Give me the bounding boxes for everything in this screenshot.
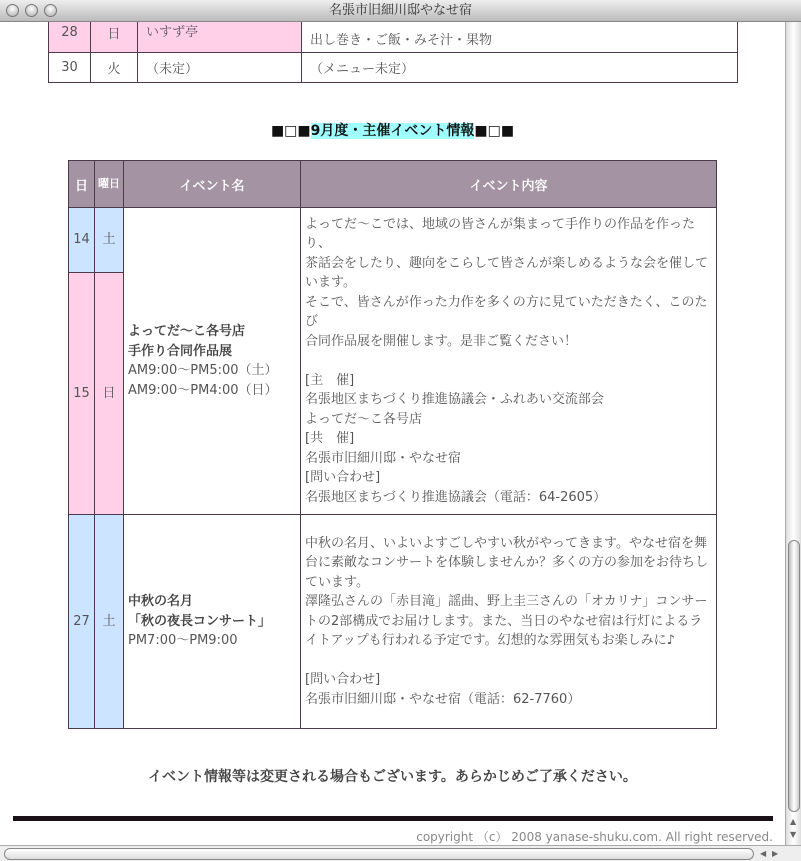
scroll-left-arrow-icon[interactable]: ◀ bbox=[760, 849, 767, 858]
copyright: copyright （c） 2008 yanase-shuku.com. All right reserved. bbox=[416, 830, 773, 844]
content-line: よってだ〜こでは、地域の皆さんが集まって手作りの作品を作ったり、 bbox=[305, 216, 696, 252]
horizontal-scroll-thumb[interactable] bbox=[4, 848, 754, 860]
content-line: [主 催] bbox=[305, 372, 355, 388]
scroll-down-arrow-icon[interactable]: ▼ bbox=[790, 830, 797, 839]
table-row bbox=[69, 208, 717, 273]
name-cell: （未定） bbox=[138, 53, 302, 83]
content-line: [共 催] bbox=[305, 431, 355, 447]
event-time: PM7:00〜PM9:00 bbox=[128, 633, 238, 649]
event-time: AM9:00〜PM4:00（日） bbox=[128, 382, 278, 398]
event-content-cell bbox=[301, 208, 717, 515]
weekday-cell: 火 bbox=[91, 53, 138, 83]
content-line: [問い合わせ] bbox=[305, 470, 381, 486]
header-weekday: 曜日 bbox=[95, 161, 124, 208]
content-line: 中秋の名月、いよいよすごしやすい秋がやってきます。やなせ宿を舞台に素敵なコンサートを体験しませんか？多くの方の参加をお待ちしています。 bbox=[305, 535, 709, 590]
header-row bbox=[69, 161, 717, 208]
event-time: AM9:00〜PM5:00（土） bbox=[128, 363, 278, 378]
menu-table bbox=[48, 22, 738, 83]
content-line bbox=[305, 351, 712, 371]
event-name: 手作り合同作品展 bbox=[128, 343, 233, 359]
name-cell: いすず亭 bbox=[138, 22, 302, 53]
day-cell: 27 bbox=[69, 515, 95, 729]
content-line: 名張市旧細川邸・やなせ宿 bbox=[305, 450, 462, 466]
table-row bbox=[49, 53, 738, 83]
content-line: 名張地区まちづくり推進協議会（電話：64-2605） bbox=[305, 489, 607, 505]
menu-cell: 出し巻き・ご飯・みそ汁・果物 bbox=[302, 22, 738, 53]
weekday-cell: 日 bbox=[91, 22, 138, 53]
content-line: 茶話会をしたり、趣向をこらして皆さんが楽しめるような会を催しています。 bbox=[305, 255, 709, 291]
event-name-cell bbox=[124, 208, 301, 515]
weekday-cell: 日 bbox=[95, 273, 124, 515]
events-heading bbox=[0, 120, 785, 140]
content-line: 名張地区まちづくり推進協議会・ふれあい交流部会 bbox=[305, 392, 604, 408]
divider bbox=[13, 816, 773, 821]
content-line: 名張市旧細川邸・やなせ宿（電話：62-7760） bbox=[305, 691, 581, 707]
zoom-button[interactable] bbox=[44, 4, 57, 17]
event-name: 中秋の名月 bbox=[128, 594, 194, 610]
day-cell: 14 bbox=[69, 208, 95, 273]
heading-deco: ■□■ bbox=[474, 123, 515, 139]
window-title: 名張市旧細川邸やなせ宿 bbox=[328, 3, 472, 18]
scroll-up-arrow-icon[interactable]: ▲ bbox=[790, 817, 797, 826]
heading-deco: ■□■ bbox=[270, 123, 311, 139]
event-name: 「秋の夜長コンサート」 bbox=[128, 613, 272, 629]
event-name: よってだ〜こ各号店 bbox=[128, 324, 246, 339]
scroll-right-arrow-icon[interactable]: ▶ bbox=[772, 849, 779, 858]
content-line: よってだ〜こ各号店 bbox=[305, 411, 423, 427]
heading-text: 9月度・主催イベント情報 bbox=[310, 123, 475, 139]
day-cell: 15 bbox=[69, 273, 95, 515]
day-cell: 30 bbox=[49, 53, 91, 83]
menu-cell: （メニュー未定） bbox=[302, 53, 738, 83]
vertical-scrollbar[interactable] bbox=[785, 22, 801, 845]
content-line: そこで、皆さんが作った力作を多くの方に見ていただきたく、このたび bbox=[305, 294, 708, 330]
table-row bbox=[49, 22, 738, 53]
weekday-cell: 土 bbox=[95, 515, 124, 729]
vertical-scroll-thumb[interactable] bbox=[788, 540, 800, 812]
close-button[interactable] bbox=[6, 4, 19, 17]
header-event-content: イベント内容 bbox=[301, 161, 717, 208]
minimize-button[interactable] bbox=[25, 4, 38, 17]
page-content bbox=[0, 22, 785, 845]
event-content-cell bbox=[301, 515, 717, 729]
header-day: 日 bbox=[69, 161, 95, 208]
header-event-name: イベント名 bbox=[124, 161, 301, 208]
content-line bbox=[305, 651, 712, 671]
events-table bbox=[68, 160, 717, 729]
notice-text: イベント情報等は変更される場合もございます。あらかじめご了承ください。 bbox=[148, 769, 637, 785]
content-line: 澤隆弘さんの「赤目滝」謡曲、野上圭三さんの「オカリナ」コンサートの2部構成でお届けします。また、当日のやなせ宿は行灯によるライトアップも行われる予定です。幻想的な雰囲気もお楽しみに♪ bbox=[305, 594, 708, 649]
window-titlebar bbox=[0, 0, 801, 22]
content-line: 合同作品展を開催します。是非ご覧ください！ bbox=[305, 333, 577, 349]
day-cell: 28 bbox=[49, 22, 91, 53]
event-name-cell bbox=[124, 515, 301, 729]
content-line: [問い合わせ] bbox=[305, 672, 381, 688]
horizontal-scrollbar[interactable] bbox=[0, 845, 801, 861]
weekday-cell: 土 bbox=[95, 208, 124, 273]
table-row bbox=[69, 515, 717, 729]
